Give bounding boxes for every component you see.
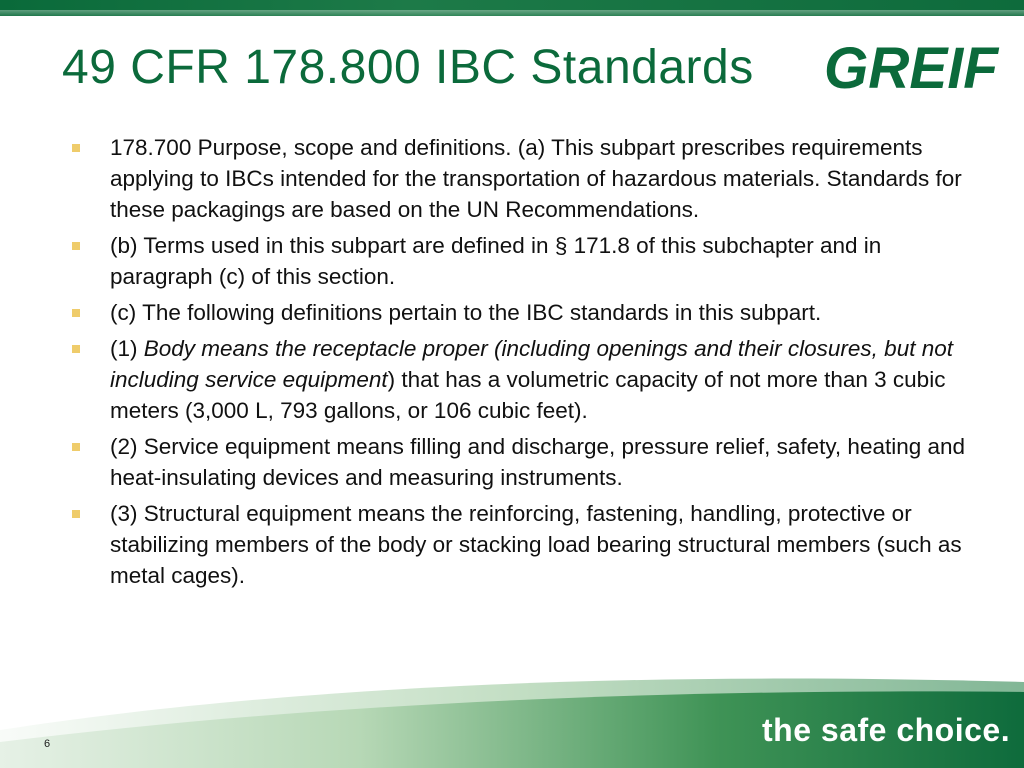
bullet-square-icon: [72, 345, 80, 353]
bullet-item-structural-equipment: [70, 498, 980, 591]
bullet-text: (c) The following definitions pertain to the IBC standards in this subpart.: [110, 300, 822, 325]
greif-logo: [822, 38, 1002, 96]
top-band-highlight: [0, 10, 1024, 18]
svg-text:GREIF: GREIF: [824, 38, 1000, 96]
bullet-text: (b) Terms used in this subpart are defined in § 171.8 of this subchapter and in paragraph (c) of this section.: [110, 233, 882, 289]
bullet-square-icon: [72, 144, 80, 152]
bullet-text: (3) Structural equipment means the reinforcing, fastening, handling, protective or stabilizing members of the body or stacking load bearing structural members (such as metal cages).: [110, 501, 962, 588]
bullet-item-purpose: [70, 132, 980, 225]
bullet-item-body: [70, 333, 980, 426]
bullet-text: 178.700 Purpose, scope and definitions. (a) This subpart prescribes requirements applying to IBCs intended for the transportation of hazardous materials. Standards for these packagings are based on the UN Recommendations.: [110, 135, 962, 222]
bullet-item-service-equipment: [70, 431, 980, 493]
slogan-tagline: the safe choice.: [762, 712, 1011, 748]
bullet-square-icon: [72, 309, 80, 317]
bullet-list: [70, 132, 980, 596]
bullet-item-definitions: [70, 297, 980, 328]
bullet-square-icon: [72, 510, 80, 518]
bullet-item-terms: [70, 230, 980, 292]
bullet-square-icon: [72, 242, 80, 250]
slide-title: 49 CFR 178.800 IBC Standards: [62, 41, 754, 94]
page-number: 6: [44, 738, 51, 750]
bullet-square-icon: [72, 443, 80, 451]
bullet-text-prefix: (1): [110, 336, 144, 361]
bullet-text-suffix: ) that has a volumetric capacity of not more than 3 cubic meters (3,000 L, 793 gallons, or 106 cubic feet).: [110, 367, 946, 423]
bullet-text: (2) Service equipment means filling and discharge, pressure relief, safety, heating and heat-insulating devices and measuring instruments.: [110, 434, 966, 490]
bullet-text-italic: Body means the receptacle proper (including openings and their closures, but not including service equipment: [110, 336, 953, 392]
